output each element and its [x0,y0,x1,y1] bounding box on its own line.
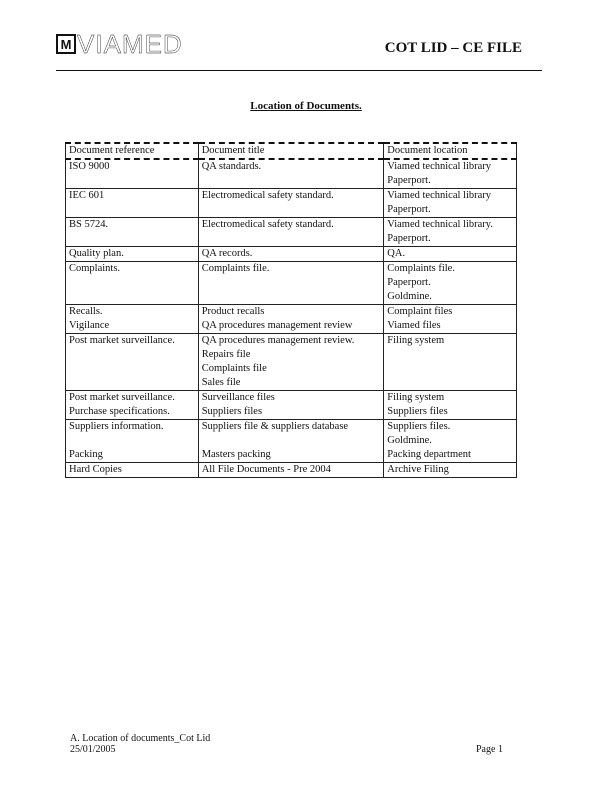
cell-reference [66,334,199,391]
cell-line: Post market surveillance. [69,392,175,403]
cell-line: Suppliers files [387,406,448,417]
cell-line: Paperport. [387,204,431,215]
table-body [66,159,517,478]
cell-line: QA. [387,248,406,259]
cell-line: Packing department [387,449,471,460]
table-row [66,305,517,334]
cell-line: BS 5724. [69,219,109,230]
cell-title [198,189,384,218]
cell-line: Paperport. [387,277,431,288]
cell-line: QA procedures management review. [201,335,355,346]
table-row [66,159,517,189]
cell-reference [66,218,199,247]
cell-line: Complaints file [201,363,267,374]
cell-reference [66,262,199,305]
cell-line: All File Documents - Pre 2004 [201,464,331,475]
cell-location [384,262,517,305]
cell-reference [66,159,199,189]
footer-left [70,733,210,755]
cell-line: Suppliers files [201,406,263,417]
cell-line: Filing system [387,335,445,346]
cell-line: Complaints. [69,263,121,274]
cell-line: Suppliers files. [387,421,451,432]
cell-location [384,463,517,478]
cell-line: Suppliers file & suppliers database [201,421,349,432]
cell-line: Paperport. [387,175,431,186]
cell-line: Viamed technical library. [387,219,493,230]
cell-title [198,262,384,305]
footer-date: 25/01/2005 [70,744,116,755]
table-row [66,247,517,262]
cell-line: Viamed technical library [387,190,492,201]
cell-location [384,189,517,218]
cell-title [198,218,384,247]
cell-reference [66,305,199,334]
cell-location [384,159,517,189]
document-locations-table [65,142,517,478]
cell-reference [66,420,199,463]
cell-line: Viamed files [387,320,441,331]
cell-line: Repairs file [201,349,251,360]
cell-location [384,247,517,262]
table-row [66,218,517,247]
cell-line: Surveillance files [201,392,275,403]
cell-line: ISO 9000 [69,161,110,172]
table-row [66,463,517,478]
cell-line: Paperport. [387,233,431,244]
table-row [66,189,517,218]
cell-location [384,305,517,334]
cell-line: Complaints file. [387,263,455,274]
cell-location [384,334,517,391]
table-row [66,420,517,463]
cell-location [384,420,517,463]
table-row [66,334,517,391]
cell-line: Complaint files [387,306,453,317]
cell-line: Complaints file. [201,263,270,274]
cell-line: Quality plan. [69,248,124,259]
column-header-title: Document title [198,143,384,159]
cell-line: Goldmine. [387,435,432,446]
cell-line: Masters packing [201,449,271,460]
footer-document-name: A. Location of documents_Cot Lid [70,733,211,744]
cell-line [202,434,381,448]
cell-line: QA standards. [201,161,262,172]
cell-line: Recalls. [69,306,103,317]
viamed-logo [56,29,183,59]
cell-line: QA records. [201,248,253,259]
cell-line: Goldmine. [387,291,432,302]
cell-line: Archive Filing [387,464,449,475]
cell-line: Product recalls [201,306,265,317]
document-title: COT LID – CE FILE [384,40,522,56]
cell-title [198,159,384,189]
cell-title [198,305,384,334]
cell-line: Post market surveillance. [69,335,175,346]
page-heading: Location of Documents. [250,100,362,112]
logo-text: VIAMED [77,29,183,59]
cell-title [198,420,384,463]
cell-line: Electromedical safety standard. [201,219,334,230]
cell-location [384,218,517,247]
table-row [66,391,517,420]
cell-line: Filing system [387,392,445,403]
cell-line: Purchase specifications. [69,406,170,417]
cell-line: Packing [69,449,103,460]
cell-reference [66,247,199,262]
header-divider [56,70,542,71]
cell-line [69,434,195,448]
cell-reference [66,189,199,218]
cell-line: IEC 601 [69,190,105,201]
logo-mark: M [56,34,76,54]
cell-title [198,334,384,391]
footer-page-number: Page 1 [476,744,503,755]
cell-line: Vigilance [69,320,110,331]
table-row [66,262,517,305]
cell-location [384,391,517,420]
cell-line: Sales file [201,377,241,388]
cell-reference [66,463,199,478]
cell-title [198,463,384,478]
table-header-row [66,143,517,159]
cell-title [198,247,384,262]
cell-line: QA procedures management review [201,320,353,331]
cell-title [198,391,384,420]
cell-line: Viamed technical library [387,161,492,172]
cell-reference [66,391,199,420]
cell-line: Electromedical safety standard. [201,190,334,201]
column-header-location: Document location [384,143,517,159]
cell-line: Suppliers information. [69,421,164,432]
cell-line: Hard Copies [69,464,122,475]
column-header-reference: Document reference [66,143,199,159]
